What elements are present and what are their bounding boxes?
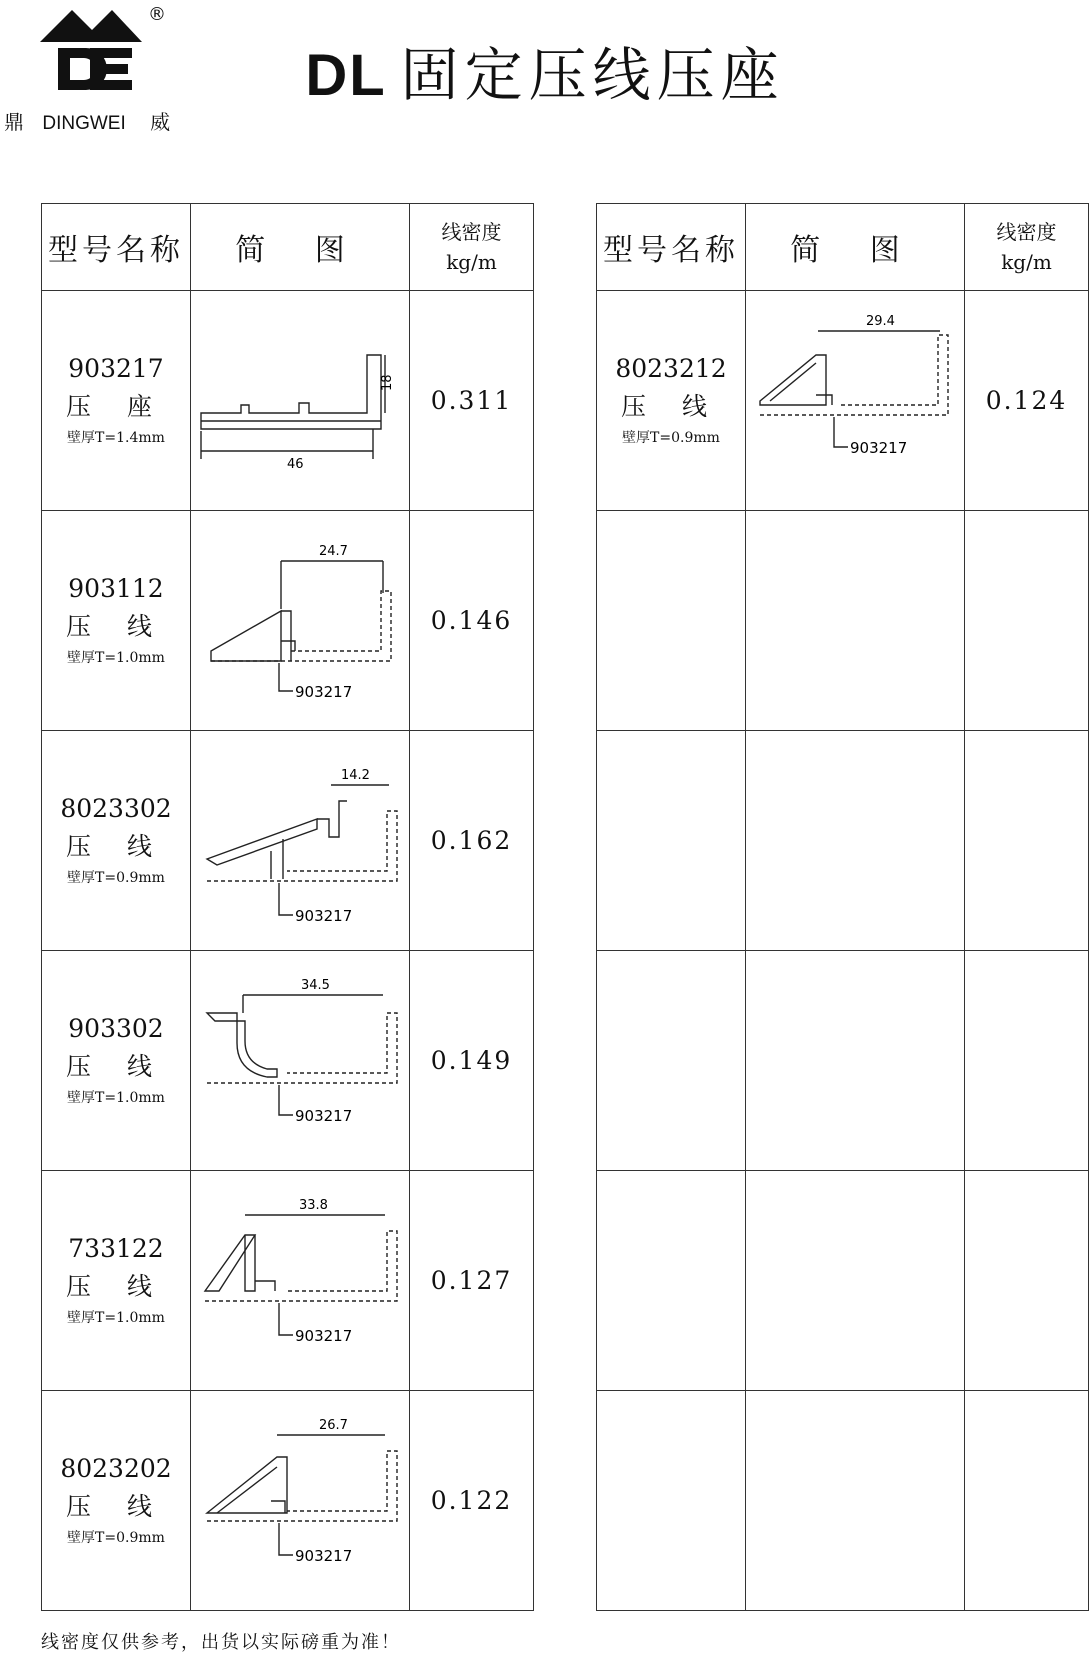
model-cell bbox=[42, 1171, 191, 1391]
empty-cell bbox=[746, 1171, 965, 1391]
model-kind: 压 线 bbox=[66, 1272, 166, 1301]
header-diagram: 简 图 bbox=[746, 204, 965, 291]
wall-thickness: 壁厚T=1.0mm bbox=[67, 1310, 165, 1326]
model-kind: 压 座 bbox=[66, 392, 166, 421]
empty-cell bbox=[746, 951, 965, 1171]
profile-drawing-cell bbox=[191, 1171, 410, 1391]
empty-cell bbox=[746, 511, 965, 731]
footer-note: 线密度仅供参考，出货以实际磅重为准！ bbox=[41, 1632, 401, 1653]
empty-cell bbox=[597, 1391, 746, 1611]
reference-code: 903217 bbox=[295, 1546, 353, 1565]
model-kind: 压 线 bbox=[66, 612, 166, 641]
header-density bbox=[965, 204, 1089, 291]
profile-drawing-cell bbox=[191, 731, 410, 951]
title-prefix: DL bbox=[305, 43, 387, 108]
wall-thickness: 壁厚T=0.9mm bbox=[67, 870, 165, 886]
table-row bbox=[42, 1391, 534, 1611]
profile-drawing-cell bbox=[191, 511, 410, 731]
density-cell bbox=[410, 1171, 534, 1391]
logo-cn-left: 鼎 bbox=[4, 110, 24, 134]
header-density bbox=[410, 204, 534, 291]
reference-code: 903217 bbox=[295, 1326, 353, 1345]
title-text: 固定压线压座 bbox=[400, 41, 785, 109]
reference-code: 903217 bbox=[850, 438, 908, 457]
logo-cn-right: 威 bbox=[150, 110, 171, 134]
profile-drawing bbox=[191, 1181, 409, 1381]
table-row bbox=[597, 291, 1089, 511]
wall-thickness: 壁厚T=0.9mm bbox=[67, 1530, 165, 1546]
model-kind: 压 线 bbox=[66, 832, 166, 861]
reference-code: 903217 bbox=[295, 1106, 353, 1125]
profile-drawing-cell bbox=[191, 951, 410, 1171]
header-density-label: 线密度 bbox=[441, 220, 502, 244]
wall-thickness: 壁厚T=1.0mm bbox=[67, 1090, 165, 1106]
table-row-empty bbox=[597, 731, 1089, 951]
density-value: 0.311 bbox=[430, 386, 513, 415]
model-cell bbox=[597, 291, 746, 511]
table-row-empty bbox=[597, 511, 1089, 731]
empty-cell bbox=[597, 511, 746, 731]
dimension-label: 33.8 bbox=[299, 1197, 328, 1213]
header-model-name: 型号名称 bbox=[42, 204, 191, 291]
table-header-row bbox=[597, 204, 1089, 291]
header-density-unit: kg/m bbox=[1001, 250, 1052, 274]
density-value: 0.124 bbox=[985, 386, 1068, 415]
empty-cell bbox=[965, 1391, 1089, 1611]
spec-table-right bbox=[596, 203, 1089, 1611]
empty-cell bbox=[746, 731, 965, 951]
density-value: 0.122 bbox=[430, 1486, 513, 1515]
empty-cell bbox=[597, 731, 746, 951]
model-code: 903112 bbox=[68, 574, 164, 603]
density-cell bbox=[410, 1391, 534, 1611]
table-row bbox=[42, 291, 534, 511]
model-code: 8023302 bbox=[60, 794, 172, 823]
density-cell bbox=[410, 511, 534, 731]
empty-cell bbox=[597, 1171, 746, 1391]
header-density-unit: kg/m bbox=[446, 250, 497, 274]
model-code: 8023212 bbox=[615, 354, 727, 383]
model-cell bbox=[42, 291, 191, 511]
density-value: 0.149 bbox=[430, 1046, 513, 1075]
model-cell bbox=[42, 731, 191, 951]
table-row bbox=[42, 951, 534, 1171]
dimension-label: 26.7 bbox=[319, 1417, 348, 1433]
empty-cell bbox=[746, 1391, 965, 1611]
density-value: 0.127 bbox=[430, 1266, 513, 1295]
wall-thickness: 壁厚T=0.9mm bbox=[622, 430, 720, 446]
model-code: 903217 bbox=[68, 354, 164, 383]
logo-brand-name: DINGWEI bbox=[42, 113, 126, 134]
dimension-label: 14.2 bbox=[341, 767, 370, 783]
logo-registered-mark: ® bbox=[148, 4, 166, 25]
table-row bbox=[42, 1171, 534, 1391]
density-value: 0.162 bbox=[430, 826, 513, 855]
wall-thickness: 壁厚T=1.0mm bbox=[67, 650, 165, 666]
header-model-name: 型号名称 bbox=[597, 204, 746, 291]
model-cell bbox=[42, 951, 191, 1171]
density-value: 0.146 bbox=[430, 606, 513, 635]
dimension-label: 46 bbox=[287, 456, 304, 472]
table-row-empty bbox=[597, 951, 1089, 1171]
dimension-label: 24.7 bbox=[319, 543, 348, 559]
model-kind: 压 线 bbox=[66, 1052, 166, 1081]
density-cell bbox=[410, 291, 534, 511]
density-cell bbox=[410, 951, 534, 1171]
dimension-label: 18 bbox=[380, 373, 395, 391]
empty-cell bbox=[965, 731, 1089, 951]
header-diagram: 简 图 bbox=[191, 204, 410, 291]
density-cell bbox=[410, 731, 534, 951]
dimension-label: 34.5 bbox=[301, 977, 330, 993]
table-row-empty bbox=[597, 1171, 1089, 1391]
profile-drawing bbox=[191, 301, 409, 501]
empty-cell bbox=[965, 1171, 1089, 1391]
model-code: 733122 bbox=[68, 1234, 164, 1263]
page-title bbox=[0, 28, 1090, 112]
table-row bbox=[42, 731, 534, 951]
dimension-label: 29.4 bbox=[866, 313, 895, 329]
profile-drawing-cell bbox=[191, 291, 410, 511]
profile-drawing bbox=[191, 1401, 409, 1601]
reference-code: 903217 bbox=[295, 682, 353, 701]
model-cell bbox=[42, 1391, 191, 1611]
profile-drawing bbox=[746, 301, 964, 501]
header-density-label: 线密度 bbox=[996, 220, 1057, 244]
wall-thickness: 壁厚T=1.4mm bbox=[67, 430, 165, 446]
model-kind: 压 线 bbox=[621, 392, 721, 421]
density-cell bbox=[965, 291, 1089, 511]
empty-cell bbox=[965, 951, 1089, 1171]
profile-drawing bbox=[191, 961, 409, 1161]
model-code: 903302 bbox=[68, 1014, 164, 1043]
profile-drawing bbox=[191, 521, 409, 721]
table-row-empty bbox=[597, 1391, 1089, 1611]
reference-code: 903217 bbox=[295, 906, 353, 925]
table-row bbox=[42, 511, 534, 731]
empty-cell bbox=[597, 951, 746, 1171]
model-code: 8023202 bbox=[60, 1454, 172, 1483]
profile-drawing-cell bbox=[191, 1391, 410, 1611]
empty-cell bbox=[965, 511, 1089, 731]
model-cell bbox=[42, 511, 191, 731]
model-kind: 压 线 bbox=[66, 1492, 166, 1521]
spec-table-left bbox=[41, 203, 534, 1611]
table-header-row bbox=[42, 204, 534, 291]
profile-drawing-cell bbox=[746, 291, 965, 511]
profile-drawing bbox=[191, 741, 409, 941]
